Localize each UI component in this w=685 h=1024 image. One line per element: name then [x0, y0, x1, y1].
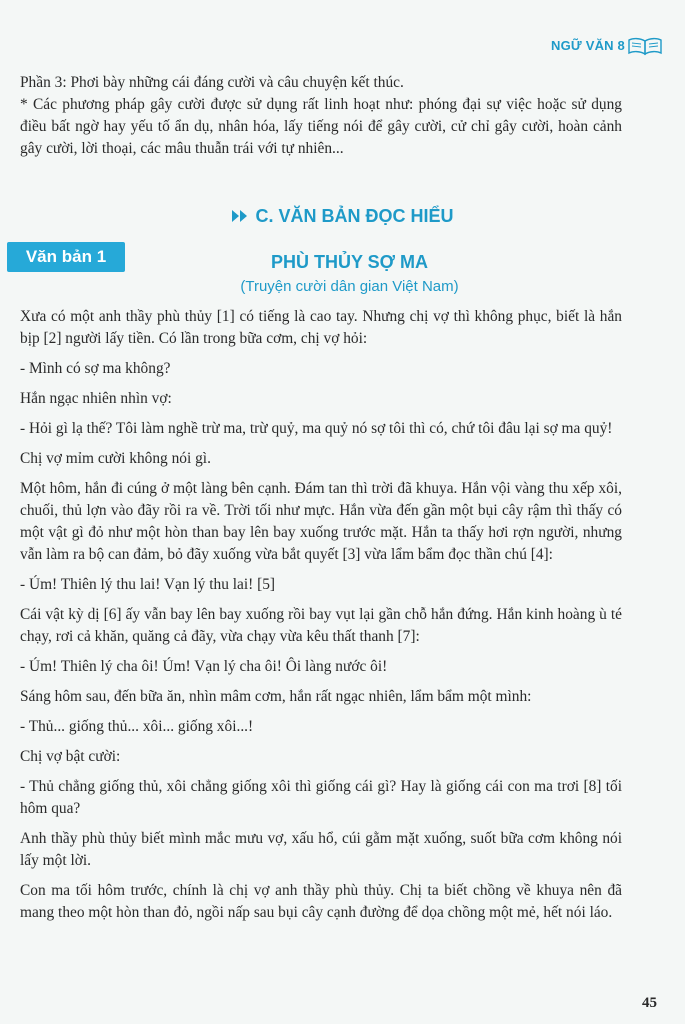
story-paragraph: - Úm! Thiên lý cha ôi! Úm! Vạn lý cha ôi! Ôi làng nước ôi!: [20, 658, 388, 675]
story-paragraph: Chị vợ mỉm cười không nói gì.: [20, 450, 211, 467]
story-paragraph: - Mình có sợ ma không?: [20, 360, 171, 377]
story-paragraph: Sáng hôm sau, đến bữa ăn, nhìn mâm cơm, hắn rất ngạc nhiên, lẩm bẩm một mình:: [20, 688, 532, 705]
story-paragraph: Cái vật kỳ dị [6] ấy vẫn bay lên bay xuống rồi bay vụt lại gần chỗ hắn đứng. Hắn kinh hoàng ù té chạy, rơi cả khăn, quăng cả đãy, vừa chạy vừa kêu thất thanh [7]:: [20, 606, 622, 645]
story-subtitle: (Truyện cười dân gian Việt Nam): [240, 278, 459, 295]
open-book-icon: [627, 36, 663, 56]
intro-text: [20, 72, 622, 160]
intro-paragraph: Phần 3: Phơi bày những cái đáng cười và câu chuyện kết thúc.: [20, 74, 404, 91]
story-title: PHÙ THỦY SỢ MA: [270, 252, 429, 272]
story-paragraph: Anh thầy phù thủy biết mình mắc mưu vợ, xấu hổ, cúi gằm mặt xuống, suốt bữa cơm không nói lấy một lời.: [20, 830, 622, 869]
story-paragraph: Con ma tối hôm trước, chính là chị vợ anh thầy phù thủy. Chị ta biết chồng về khuya nên đã mang theo một hòn than đỏ, ngồi nấp sau bụi cây cạnh đường để dọa chồng một mẻ, hết nói láo.: [20, 882, 622, 921]
text-badge: Văn bản 1: [7, 242, 125, 272]
story-paragraph: Hắn ngạc nhiên nhìn vợ:: [20, 390, 172, 407]
subject-label: NGỮ VĂN 8: [551, 38, 625, 53]
story-body: [20, 306, 622, 932]
double-arrow-icon: [231, 209, 249, 223]
section-heading-text: C. VĂN BẢN ĐỌC HIỂU: [255, 206, 454, 226]
story-paragraph: Một hôm, hắn đi cúng ở một làng bên cạnh. Đám tan thì trời đã khuya. Hắn vội vàng thu xếp xôi, chuối, thủ lợn vào đãy rồi ra về. Trời tối như mực. Hắn vừa đến gần một bụi cây rậm thì thấy có một vật gì đỏ như một hòn than bay lên bay xuống trước mặt. Hắn ta thấy hơi rợn người, nhưng vẫn làm ra bộ can đảm, bỏ đãy xuống vừa bắt quyết [3] vừa lẩm bẩm đọc thần chú [4]:: [20, 480, 622, 563]
story-paragraph: - Thủ chẳng giống thủ, xôi chẳng giống xôi thì giống cái gì? Hay là giống cái con ma trơi [8] tối hôm qua?: [20, 778, 622, 817]
story-paragraph: - Úm! Thiên lý thu lai! Vạn lý thu lai! [5]: [20, 576, 276, 593]
page-number: 45: [642, 995, 657, 1011]
story-paragraph: Chị vợ bật cười:: [20, 748, 121, 765]
story-paragraph: - Thủ... giống thủ... xôi... giống xôi...!: [20, 718, 254, 735]
intro-paragraph: * Các phương pháp gây cười được sử dụng rất linh hoạt như: phóng đại sự việc hoặc sử dụng điều bất ngờ hay yếu tố ẩn dụ, nhân hóa, lấy tiếng nói để gây cười, cử chỉ gây cười, hoàn cảnh gây cười, lời thoại, các mâu thuẫn trái với tự nhiên...: [20, 96, 622, 157]
section-heading: [0, 206, 685, 227]
story-paragraph: - Hỏi gì lạ thế? Tôi làm nghề trừ ma, trừ quỷ, ma quỷ nó sợ tôi thì có, chứ tôi đâu lại sợ ma quỷ!: [20, 420, 613, 437]
story-paragraph: Xưa có một anh thầy phù thủy [1] có tiếng là cao tay. Nhưng chị vợ thì không phục, biết là hắn bịp [2] người lấy tiền. Có lần trong bữa cơm, chị vợ hỏi:: [20, 308, 622, 347]
